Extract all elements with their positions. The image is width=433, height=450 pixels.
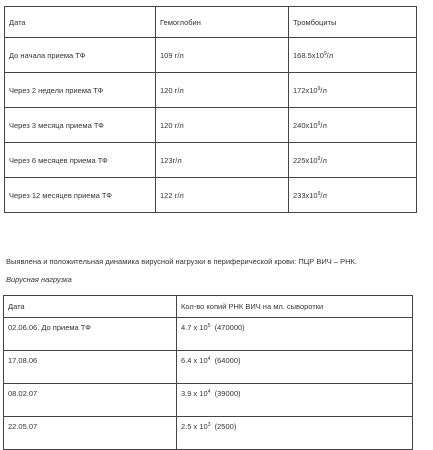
table-row (5, 73, 417, 108)
viral-load-table (3, 295, 413, 450)
blood-indices-table (4, 6, 417, 213)
platelets-value: 172x10 (293, 85, 318, 95)
copies-absolute: (470000) (214, 323, 245, 332)
date-cell: 22.05.07 (4, 417, 177, 450)
hemoglobin-cell: 122 г/л (156, 178, 289, 213)
platelets-exponent: 9 (323, 50, 327, 57)
platelets-unit: /л (320, 120, 327, 130)
copies-exponent: 4 (207, 356, 211, 362)
table-row (5, 143, 417, 178)
copies-cell (177, 417, 413, 450)
table-row (5, 178, 417, 213)
column-header-date: Дата (5, 7, 156, 38)
date-cell: Через 6 месяцев приема ТФ (5, 143, 156, 178)
platelets-exponent: 9 (317, 155, 321, 162)
copies-absolute: (2500) (214, 422, 237, 431)
column-header-copies: Кол-во копий РНК ВИЧ на мл. сыворотки (177, 296, 413, 318)
date-cell: 02.06.06. До приема ТФ (4, 318, 177, 351)
platelets-value: 225x10 (293, 155, 318, 165)
platelets-value: 233x10 (293, 190, 318, 200)
date-cell: 17.08.06 (4, 351, 177, 384)
table-header-row (5, 7, 417, 38)
column-header-platelets: Тромбоциты (289, 7, 417, 38)
hemoglobin-cell: 123г/л (156, 143, 289, 178)
platelets-unit: /л (320, 190, 327, 200)
table-header-row (4, 296, 413, 318)
table-row (4, 318, 413, 351)
platelets-cell (289, 143, 417, 178)
platelets-value: 168.5x10 (293, 50, 324, 60)
column-header-date: Дата (4, 296, 177, 318)
platelets-exponent: 9 (317, 85, 321, 92)
table-row (5, 38, 417, 73)
table-row (4, 384, 413, 417)
copies-cell (177, 318, 413, 351)
date-cell: Через 12 месяцев приема ТФ (5, 178, 156, 213)
copies-exponent: 3 (207, 422, 211, 428)
table-row (5, 108, 417, 143)
copies-exponent: 4 (207, 389, 211, 395)
platelets-unit: /л (320, 155, 327, 165)
hemoglobin-cell: 120 г/л (156, 108, 289, 143)
date-cell: До начала приема ТФ (5, 38, 156, 73)
copies-exponent: 5 (207, 323, 211, 329)
platelets-cell (289, 108, 417, 143)
copies-value: 6.4 x 10 (181, 356, 208, 365)
platelets-cell (289, 73, 417, 108)
platelets-exponent: 9 (317, 120, 321, 127)
platelets-unit: /л (320, 85, 327, 95)
table-row (4, 351, 413, 384)
hemoglobin-cell: 109 г/л (156, 38, 289, 73)
column-header-hemoglobin: Гемоглобин (156, 7, 289, 38)
copies-value: 4.7 x 10 (181, 323, 208, 332)
copies-cell (177, 384, 413, 417)
date-cell: Через 2 недели приема ТФ (5, 73, 156, 108)
platelets-exponent: 9 (317, 190, 321, 197)
copies-value: 3.9 x 10 (181, 389, 208, 398)
intro-paragraph: Выявлена и положительная динамика вирусной нагрузки в периферической крови: ПЦР ВИЧ – РНК. (6, 257, 357, 266)
copies-absolute: (39000) (214, 389, 241, 398)
platelets-cell (289, 38, 417, 73)
date-cell: 08.02.07 (4, 384, 177, 417)
copies-absolute: (64000) (214, 356, 241, 365)
copies-value: 2.5 x 10 (181, 422, 208, 431)
platelets-cell (289, 178, 417, 213)
copies-cell (177, 351, 413, 384)
table-row (4, 417, 413, 450)
hemoglobin-cell: 120 г/л (156, 73, 289, 108)
viral-load-label: Вирусная нагрузка (6, 275, 72, 284)
platelets-unit: /л (326, 50, 334, 60)
platelets-value: 240x10 (293, 120, 318, 130)
date-cell: Через 3 месяца приема ТФ (5, 108, 156, 143)
